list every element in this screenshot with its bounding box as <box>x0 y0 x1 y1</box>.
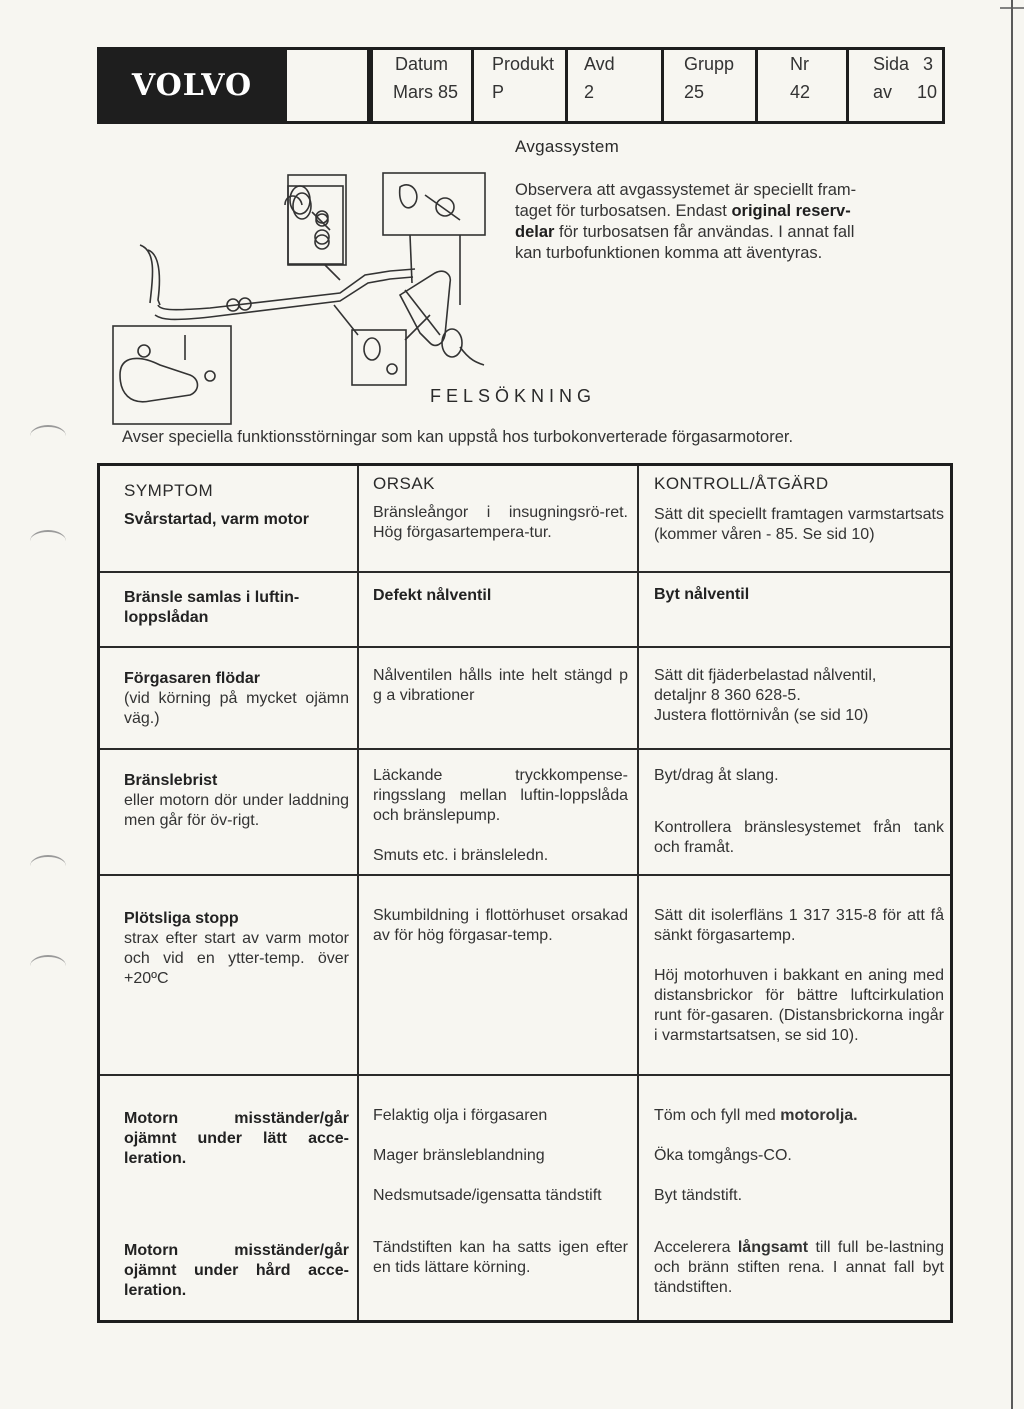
header-symptom: SYMPTOM <box>124 481 214 500</box>
produkt-value: P <box>492 82 505 102</box>
volvo-logo: VOLVO <box>97 47 287 124</box>
row7-symptom: Motorn misständer/går ojämnt under hård acce-leration. <box>124 1242 349 1299</box>
header-grupp-cell <box>664 47 758 124</box>
row4-orsak: Läckande tryckkompense-ringsslang mellan luftin-loppslåda och bränslepump. Smuts etc. i bränsleledn. <box>373 767 628 864</box>
header-datum-cell <box>370 47 474 124</box>
grupp-value: 25 <box>684 82 705 102</box>
datum-value: Mars 85 <box>393 82 459 102</box>
sida-value: 3 <box>923 54 934 74</box>
row3-kontroll: Sätt dit fjäderbelastad nålventil, detaljnr 8 360 628-5. Justera flottörnivån (se sid 10) <box>654 667 877 724</box>
row2-orsak: Defekt nålventil <box>373 587 492 604</box>
header-kontroll: KONTROLL/ÅTGÄRD <box>654 474 829 493</box>
nr-label: Nr <box>790 54 809 74</box>
row3-orsak: Nålventilen hålls inte helt stängd p g a vibrationer <box>373 667 628 704</box>
header-sida-cell <box>849 47 945 124</box>
row4-kontroll: Byt/drag åt slang. Kontrollera bränslesystemet från tank och framåt. <box>654 767 944 856</box>
punch-hole-mark <box>30 530 66 552</box>
row6-kontroll: Töm och fyll med motorolja. Öka tomgångs-CO. Byt tändstift. <box>654 1107 858 1204</box>
row5-orsak: Skumbildning i flottörhuset orsakad av för hög förgasar-temp. <box>373 907 628 944</box>
row6-orsak: Felaktig olja i förgasaren Mager bränsleblandning Nedsmutsade/igensatta tändstift <box>373 1107 602 1204</box>
troubleshooting-title: FELSÖKNING <box>430 386 597 406</box>
produkt-label: Produkt <box>492 54 555 74</box>
exhaust-title: Avgassystem <box>515 137 620 156</box>
row6-symptom: Motorn misständer/går ojämnt under lätt acce-leration. <box>124 1110 349 1167</box>
row7-orsak: Tändstiften kan ha satts igen efter en tids lättare körning. <box>373 1239 628 1276</box>
column-divider <box>637 466 639 1320</box>
troubleshooting-table <box>97 463 953 1323</box>
nr-value: 42 <box>790 82 811 102</box>
row7-kontroll: Accelerera långsamt till full be-lastning och bränn stiften rena. I annat fall byt tändstiften. <box>654 1239 945 1296</box>
av-label: av <box>873 82 893 102</box>
punch-hole-mark <box>30 425 66 447</box>
row2-kontroll: Byt nålventil <box>654 586 750 603</box>
punch-hole-mark <box>30 955 66 977</box>
row-divider <box>100 571 950 573</box>
row-divider <box>100 748 950 750</box>
grupp-label: Grupp <box>684 54 735 74</box>
row1-kontroll: Sätt dit speciellt framtagen varmstartsats (kommer våren - 85. Se sid 10) <box>654 506 944 543</box>
header-produkt-cell <box>474 47 568 124</box>
column-divider <box>357 466 359 1320</box>
document-header <box>97 47 945 124</box>
row2-symptom: Bränsle samlas i luftin-loppslådan <box>124 589 300 626</box>
sida-label: Sida <box>873 54 910 74</box>
row-divider <box>100 646 950 648</box>
punch-hole-mark <box>30 855 66 877</box>
row5-kontroll: Sätt dit isolerfläns 1 317 315-8 för att få sänkt förgasartemp. Höj motorhuven i bakkant en aning med distansbrickor för bättre luftcirkulation runt för-gasaren. (Distansbrickorna ingår i varmstartsatsen, se sid 10). <box>654 907 944 1044</box>
row-divider <box>100 874 950 876</box>
row1-symptom: Svårstartad, varm motor <box>124 511 309 528</box>
datum-label: Datum <box>395 54 449 74</box>
troubleshooting-subtitle: Avser speciella funktionsstörningar som kan uppstå hos turbokonverterade förgasarmotorer. <box>122 428 794 446</box>
clamp-detail-inset <box>280 172 350 272</box>
row5-symptom: Plötsliga stopp strax efter start av varm motor och vid en ytter-temp. över +20ºC <box>124 910 349 987</box>
header-avd-cell <box>568 47 664 124</box>
avd-label: Avd <box>584 54 615 74</box>
header-rule <box>97 121 945 124</box>
exhaust-note: Observera att avgassystemet är speciellt fram- taget för turbosatsen. Endast original reserv- delar för turbosatsen får användas. I annat fall kan turbofunktionen komma att äventyras. <box>515 181 857 262</box>
header-orsak: ORSAK <box>373 474 436 493</box>
avd-value: 2 <box>584 82 595 102</box>
header-blank-box <box>287 47 370 124</box>
row3-symptom: Förgasaren flödar (vid körning på mycket ojämn väg.) <box>124 670 349 727</box>
row-divider <box>100 1074 950 1076</box>
av-value: 10 <box>917 82 938 102</box>
row4-symptom: Bränslebrist eller motorn dör under laddning men går för öv-rigt. <box>124 772 349 829</box>
row1-orsak: Bränsleångor i insugningsrö-ret. Hög förgasartempera-tur. <box>373 504 628 541</box>
header-nr-cell <box>758 47 849 124</box>
